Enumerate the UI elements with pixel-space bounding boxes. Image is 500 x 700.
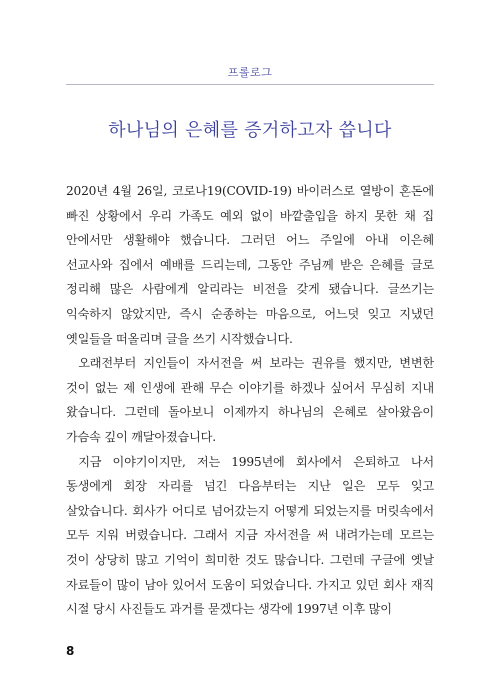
- paragraph-1: 2020년 4월 26일, 코로나19(COVID-19) 바이러스로 열방이 혼돈에 빠진 상황에서 우리 가족도 예외 없이 바깥출입을 하지 못한 채 집 안에서만 생활해야 했습니다. 그러던 어느 주일에 아내 이은혜 선교사와 집에서 예배를 드리는데, 그동안 주님께 받은 은혜를 글로 정리해 많은 사람에게 알리라는 비전을 갖게 됐습니다. 글쓰기는 익숙하지 않았지만, 즉시 순종하는 마음으로, 어느덧 잊고 지냈던 옛일들을 떠올리며 글을 쓰기 시작했습니다.: [66, 184, 434, 346]
- chapter-title: 하나님의 은혜를 증거하고자 씁니다: [108, 120, 392, 141]
- running-head: 프롤로그: [227, 66, 273, 79]
- paragraph-3: 지금 이야기이지만, 저는 1995년에 회사에서 은퇴하고 나서 동생에게 회장 자리를 넘긴 다음부터는 지난 일은 모두 잊고 살았습니다. 회사가 어디로 넘어갔는지 어떻게 되었는지를 머릿속에서 모두 지워 버렸습니다. 그래서 지금 자서전을 써 내려가는데 모르는 것이 상당히 많고 기억이 희미한 것도 많습니다. 그런데 구글에 옛날 자료들이 많이 남아 있어서 도움이 되었습니다. 가지고 있던 회사 재직 시절 당시 사진들도 과거를 묻겠다는 생각에 1997년 이후 많이: [66, 454, 434, 617]
- paragraph-2: 오래전부터 지인들이 자서전을 써 보라는 권유를 했지만, 변변한 것이 없는 제 인생에 관해 무슨 이야기를 하겠나 싶어서 무심히 지내 왔습니다. 그런데 돌아보니 이제까지 하나님의 은혜로 살아왔음이 가슴속 깊이 깨달아졌습니다.: [66, 356, 434, 444]
- page-number: 8: [66, 644, 75, 658]
- body-text: [66, 179, 434, 622]
- header-divider: [66, 84, 434, 85]
